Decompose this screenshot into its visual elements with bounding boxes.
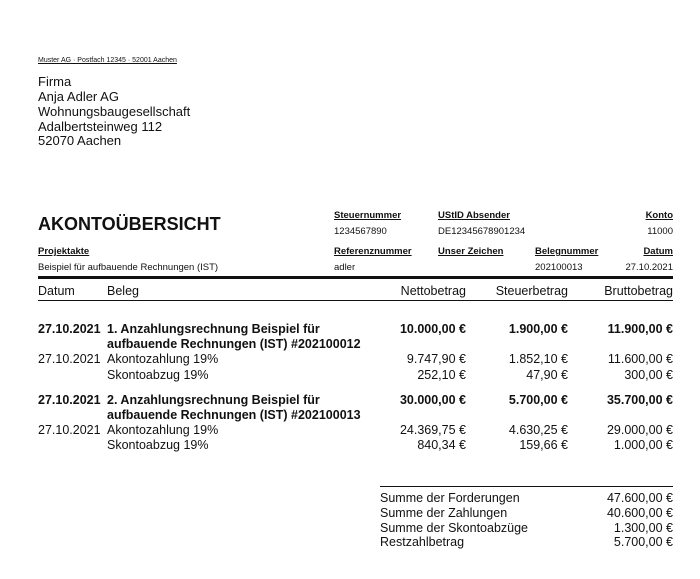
group-2-item-1-brutto: 29.000,00 € (606, 423, 673, 437)
group-1-title-line-1: 1. Anzahlungsrechnung Beispiel für (107, 322, 320, 336)
group-2-brutto: 35.700,00 € (606, 393, 673, 407)
summary-skontoabzuege-value: 1.300,00 € (613, 521, 673, 535)
summary-zahlungen-value: 40.600,00 € (606, 506, 673, 520)
header-divider (38, 276, 673, 279)
unser-zeichen-label: Unser Zeichen (438, 246, 504, 257)
datum-label: Datum (643, 246, 673, 257)
column-header-divider (38, 300, 673, 301)
konto-value: 11000 (647, 226, 673, 237)
column-header-datum: Datum (38, 284, 75, 298)
referenznummer-value: adler (334, 262, 356, 273)
projektakte-value: Beispiel für aufbauende Rechnungen (IST) (38, 262, 219, 273)
group-2-item-1-steuer: 4.630,25 € (508, 423, 568, 437)
recipient-line-3: Wohnungsbaugesellschaft (38, 104, 191, 119)
recipient-line-1: Firma (38, 74, 72, 89)
belegnummer-value: 202100013 (535, 262, 583, 273)
column-header-brutto: Bruttobetrag (604, 284, 673, 298)
summary-restzahlbetrag-label: Restzahlbetrag (380, 535, 465, 549)
referenznummer-label: Referenznummer (334, 246, 412, 257)
column-header-steuer: Steuerbetrag (495, 284, 568, 298)
group-1-item-2-brutto: 300,00 € (624, 368, 673, 382)
group-1-item-2-netto: 252,10 € (417, 368, 466, 382)
summary-divider (380, 486, 673, 487)
steuernummer-label: Steuernummer (334, 210, 402, 221)
column-header-netto: Nettobetrag (400, 284, 466, 298)
group-2-item-2-label: Skontoabzug 19% (107, 438, 209, 452)
group-1-item-2-label: Skontoabzug 19% (107, 368, 209, 382)
belegnummer-label: Belegnummer (535, 246, 599, 257)
group-1-item-1-netto: 9.747,90 € (406, 352, 466, 366)
summary-skontoabzuege-label: Summe der Skontoabzüge (380, 521, 529, 535)
group-1-item-2-steuer: 47,90 € (526, 368, 568, 382)
summary-restzahlbetrag-value: 5.700,00 € (613, 535, 673, 549)
ustid-label: UStID Absender (438, 210, 510, 221)
sender-line: Muster AG · Postfach 12345 · 52001 Aachen (38, 57, 177, 64)
recipient-line-5: 52070 Aachen (38, 133, 122, 148)
group-2-item-1-date: 27.10.2021 (38, 423, 101, 437)
group-2-item-2-brutto: 1.000,00 € (613, 438, 673, 452)
group-1-item-1-steuer: 1.852,10 € (508, 352, 568, 366)
ustid-value: DE12345678901234 (438, 226, 526, 237)
group-2-netto: 30.000,00 € (399, 393, 466, 407)
group-2-title-line-2: aufbauende Rechnungen (IST) #202100013 (107, 408, 361, 422)
group-2-steuer: 5.700,00 € (508, 393, 568, 407)
group-1-netto: 10.000,00 € (399, 322, 466, 336)
group-1-steuer: 1.900,00 € (508, 322, 568, 336)
recipient-line-2: Anja Adler AG (38, 89, 119, 104)
summary-forderungen-label: Summe der Forderungen (380, 491, 520, 505)
group-1-brutto: 11.900,00 € (607, 322, 673, 336)
konto-label: Konto (645, 210, 673, 221)
steuernummer-value: 1234567890 (334, 226, 387, 237)
projektakte-label: Projektakte (38, 246, 90, 257)
group-2-item-1-label: Akontozahlung 19% (107, 423, 219, 437)
column-header-beleg: Beleg (107, 284, 139, 298)
group-1-item-1-label: Akontozahlung 19% (107, 352, 219, 366)
datum-value: 27.10.2021 (625, 262, 673, 273)
summary-zahlungen-label: Summe der Zahlungen (380, 506, 508, 520)
group-1-item-1-brutto: 11.600,00 € (607, 352, 673, 366)
document-title: AKONTOÜBERSICHT (38, 214, 221, 234)
summary-forderungen-value: 47.600,00 € (606, 491, 673, 505)
group-2-item-2-steuer: 159,66 € (519, 438, 568, 452)
group-2-item-1-netto: 24.369,75 € (399, 423, 466, 437)
group-2-date: 27.10.2021 (38, 393, 101, 407)
recipient-line-4: Adalbertsteinweg 112 (38, 119, 163, 134)
group-1-item-1-date: 27.10.2021 (38, 352, 101, 366)
group-2-title-line-1: 2. Anzahlungsrechnung Beispiel für (107, 393, 320, 407)
group-2-item-2-netto: 840,34 € (417, 438, 466, 452)
group-1-title-line-2: aufbauende Rechnungen (IST) #202100012 (107, 337, 361, 351)
group-1-date: 27.10.2021 (38, 322, 101, 336)
